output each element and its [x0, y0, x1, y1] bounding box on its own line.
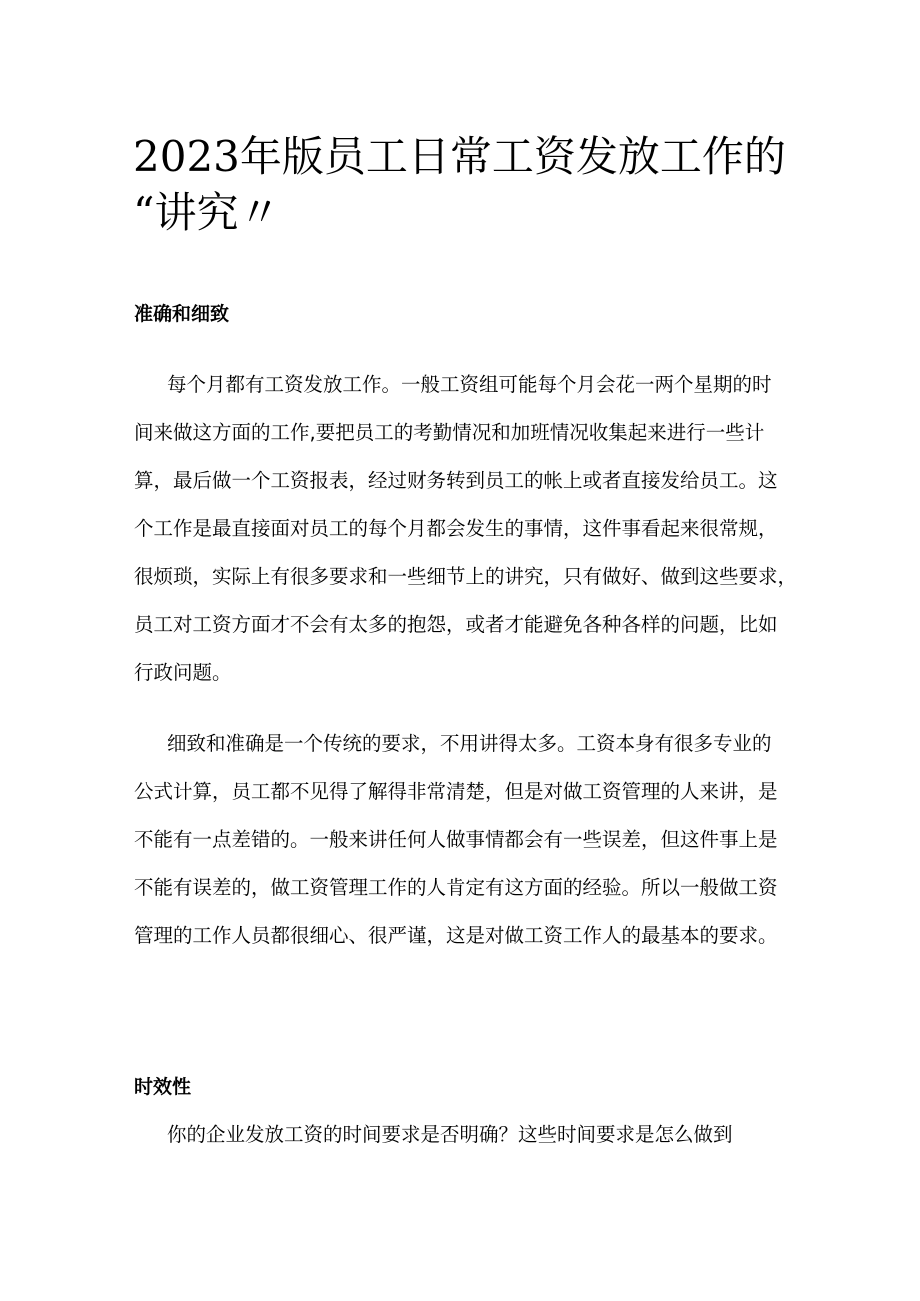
paragraph-line: 你的企业发放工资的时间要求是否明确？这些时间要求是怎么做到 — [167, 1123, 733, 1146]
section-heading-accuracy: 准确和细致 — [134, 303, 230, 325]
paragraph-line: 很烦琐，实际上有很多要求和一些细节上的讲究，只有做好、做到这些要求， — [134, 565, 798, 588]
document-title-line-2: “讲究〃 — [133, 188, 281, 237]
paragraph-line: 公式计算，员工都不见得了解得非常清楚，但是对做工资管理的人来讲，是 — [134, 780, 778, 803]
paragraph-line: 不能有误差的，做工资管理工作的人肯定有这方面的经验。所以一般做工资 — [134, 876, 778, 899]
paragraph-line: 员工对工资方面才不会有太多的抱怨，或者才能避免各种各样的问题，比如 — [134, 613, 778, 636]
paragraph-line: 算，最后做一个工资报表，经过财务转到员工的帐上或者直接发给员工。这 — [134, 469, 778, 492]
paragraph-line: 每个月都有工资发放工作。一般工资组可能每个月会花一两个星期的时 — [167, 373, 772, 396]
paragraph-line: 个工作是最直接面对员工的每个月都会发生的事情，这件事看起来很常规， — [134, 517, 778, 540]
document-title-line-1: 2023年版员工日常工资发放工作的 — [133, 132, 786, 181]
paragraph-line: 不能有一点差错的。一般来讲任何人做事情都会有一些误差，但这件事上是 — [134, 828, 778, 851]
section-heading-timeliness: 时效性 — [134, 1076, 192, 1098]
paragraph-line: 管理的工作人员都很细心、很严谨，这是对做工资工作人的最基本的要求。 — [134, 924, 778, 947]
paragraph-line: 行政问题。 — [134, 661, 232, 684]
paragraph-line: 间来做这方面的工作,要把员工的考勤情况和加班情况收集起来进行一些计 — [134, 421, 765, 444]
paragraph-line: 细致和准确是一个传统的要求，不用讲得太多。工资本身有很多专业的 — [167, 732, 772, 755]
